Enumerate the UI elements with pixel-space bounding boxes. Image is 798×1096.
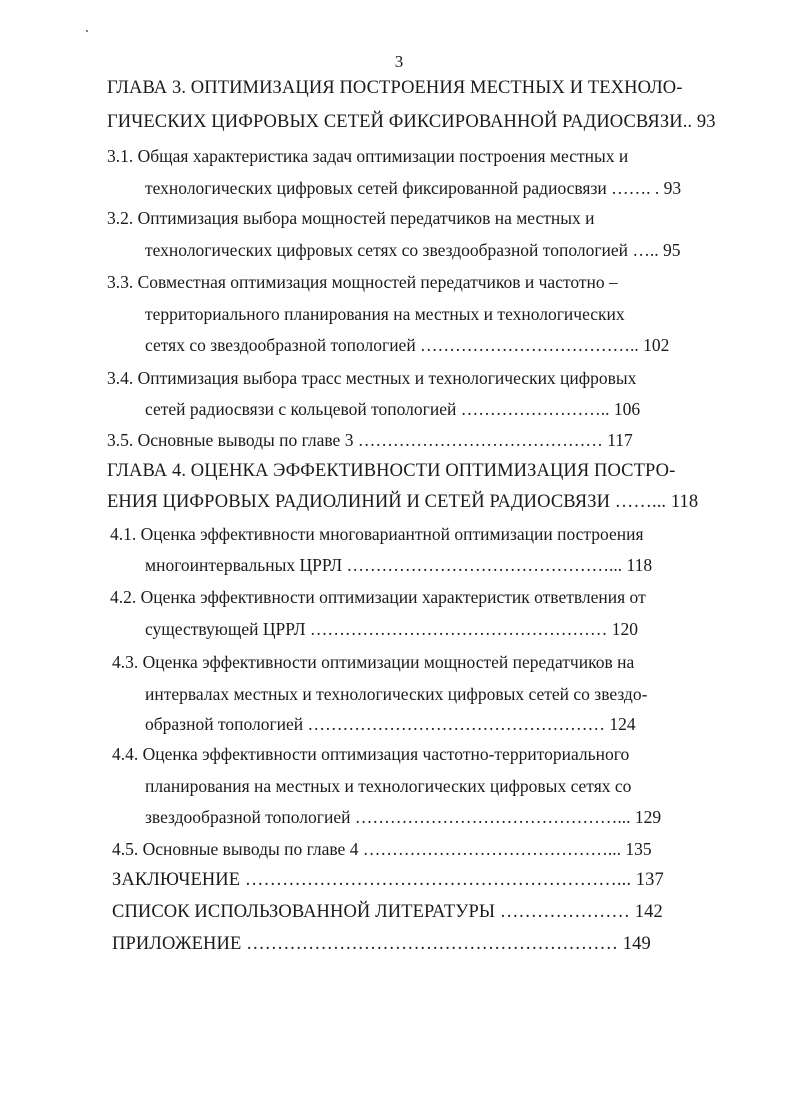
- toc-appendix: ПРИЛОЖЕНИЕ …………………………………………………… 149: [112, 934, 651, 954]
- toc-entry-4-2-line-1: 4.2. Оценка эффективности оптимизации характеристик ответвления от: [110, 587, 646, 607]
- toc-entry-4-3-line-3: образной топологией …………………………………………… 124: [145, 714, 636, 734]
- toc-references: СПИСОК ИСПОЛЬЗОВАННОЙ ЛИТЕРАТУРЫ ………………… 142: [112, 902, 663, 922]
- toc-entry-4-1-line-2: многоинтервальных ЦРРЛ ………………………………………... 118: [145, 555, 653, 575]
- toc-entry-4-3-line-1: 4.3. Оценка эффективности оптимизации мощностей передатчиков на: [112, 652, 635, 672]
- toc-entry-3-4-line-1: 3.4. Оптимизация выбора трасс местных и технологических цифровых: [107, 368, 637, 388]
- toc-entry-3-3-line-1: 3.3. Совместная оптимизация мощностей передатчиков и частотно –: [107, 272, 618, 292]
- toc-chapter-4-title-line-2: ЕНИЯ ЦИФРОВЫХ РАДИОЛИНИЙ И СЕТЕЙ РАДИОСВЯЗИ ……... 118: [107, 492, 699, 512]
- toc-entry-3-2-line-2: технологических цифровых сетях со звездообразной топологией ….. 95: [145, 240, 681, 260]
- toc-entry-4-2-line-2: существующей ЦРРЛ …………………………………………… 120: [145, 619, 639, 639]
- toc-chapter-3-title-line-2: ГИЧЕСКИХ ЦИФРОВЫХ СЕТЕЙ ФИКСИРОВАННОЙ РАДИОСВЯЗИ.. 93: [107, 112, 716, 132]
- toc-chapter-3-title-line-1: ГЛАВА 3. ОПТИМИЗАЦИЯ ПОСТРОЕНИЯ МЕСТНЫХ И ТЕХНОЛО-: [107, 78, 683, 98]
- page-number: 3: [394, 52, 404, 71]
- toc-conclusion: ЗАКЛЮЧЕНИЕ ……………………………………………………... 137: [112, 870, 664, 890]
- toc-entry-3-3-line-2: территориального планирования на местных и технологических: [145, 304, 625, 324]
- toc-entry-3-3-line-3: сетях со звездообразной топологией ……………………………….. 102: [145, 335, 670, 355]
- scan-speck: [86, 30, 88, 32]
- toc-entry-4-4-line-2: планирования на местных и технологических цифровых сетях со: [145, 776, 632, 796]
- toc-entry-3-4-line-2: сетей радиосвязи с кольцевой топологией …………………….. 106: [145, 399, 641, 419]
- toc-entry-4-4-line-1: 4.4. Оценка эффективности оптимизация частотно-территориального: [112, 744, 630, 764]
- toc-entry-4-3-line-2: интервалах местных и технологических цифровых сетей со звездо-: [145, 684, 648, 704]
- toc-entry-3-2-line-1: 3.2. Оптимизация выбора мощностей передатчиков на местных и: [107, 208, 595, 228]
- toc-entry-4-5: 4.5. Основные выводы по главе 4 ……………………………………... 135: [112, 839, 652, 859]
- toc-entry-4-1-line-1: 4.1. Оценка эффективности многовариантной оптимизации построения: [110, 524, 644, 544]
- toc-entry-4-4-line-3: звездообразной топологией ………………………………………... 129: [145, 807, 662, 827]
- toc-entry-3-1-line-1: 3.1. Общая характеристика задач оптимизации построения местных и: [107, 146, 629, 166]
- toc-entry-3-5: 3.5. Основные выводы по главе 3 …………………………………… 117: [107, 430, 633, 450]
- toc-chapter-4-title-line-1: ГЛАВА 4. ОЦЕНКА ЭФФЕКТИВНОСТИ ОПТИМИЗАЦИЯ ПОСТРО-: [107, 461, 676, 481]
- toc-entry-3-1-line-2: технологических цифровых сетей фиксированной радиосвязи ……. . 93: [145, 178, 682, 198]
